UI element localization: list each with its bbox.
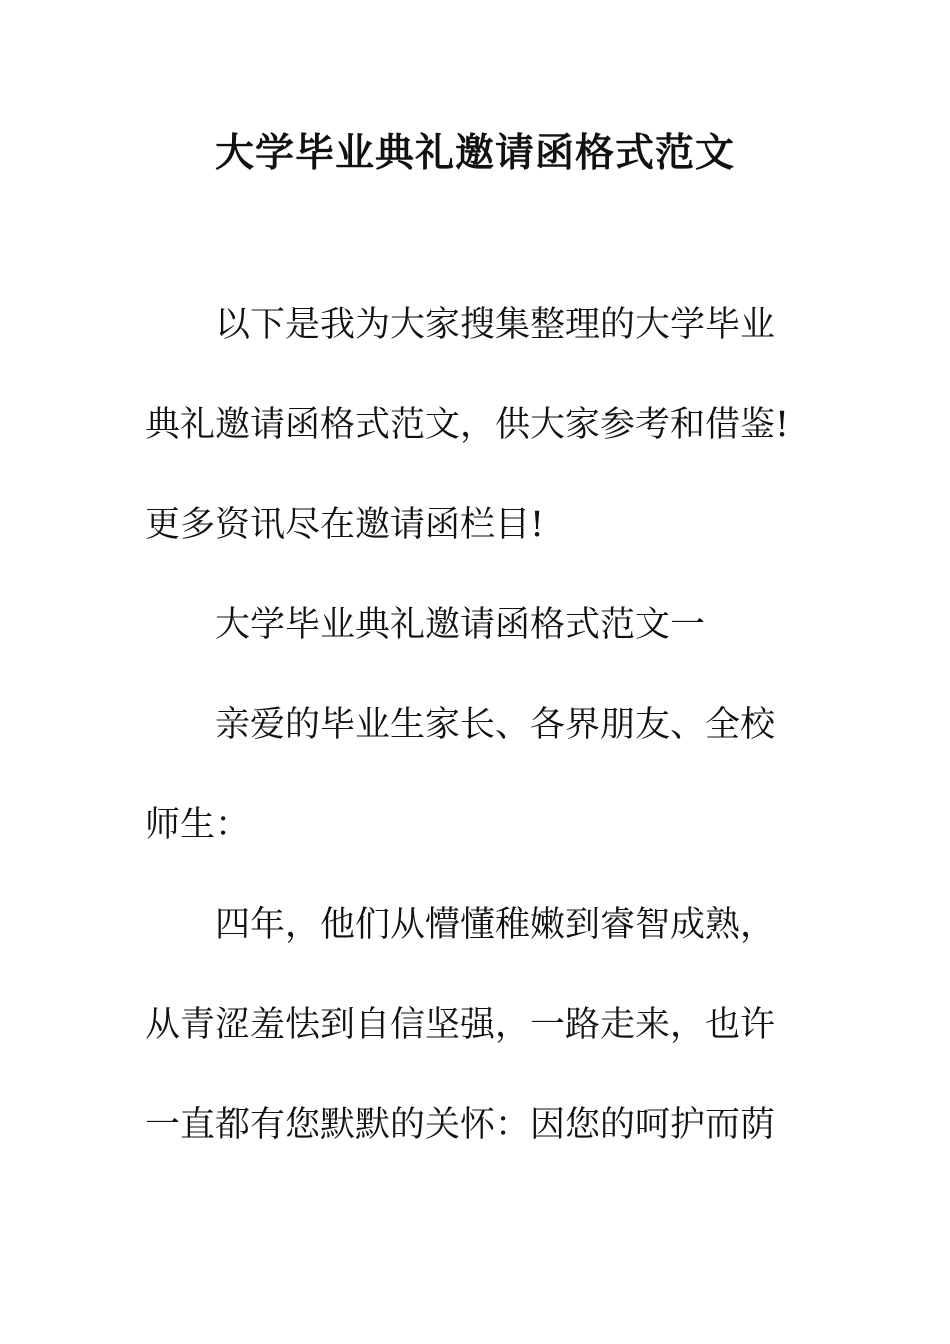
body-line-1: 以下是我为大家搜集整理的大学毕业 [215,305,776,345]
section-heading: 大学毕业典礼邀请函格式范文一 [215,605,706,645]
body-line-4: 四年，他们从懵懂稚嫩到睿智成熟， [215,905,776,945]
document-title: 大学毕业典礼邀请函格式范文 [214,130,735,176]
body-line-3: 更多资讯尽在邀请函栏目! [145,505,545,545]
salutation-line-1: 亲爱的毕业生家长、各界朋友、全校 [215,705,776,745]
salutation-line-2: 师生： [145,805,251,845]
body-line-2: 典礼邀请函格式范文，供大家参考和借鉴! [145,405,790,445]
body-line-6: 一直都有您默默的关怀：因您的呵护而荫 [145,1105,776,1145]
body-line-5: 从青涩羞怯到自信坚强，一路走来，也许 [145,1005,776,1045]
